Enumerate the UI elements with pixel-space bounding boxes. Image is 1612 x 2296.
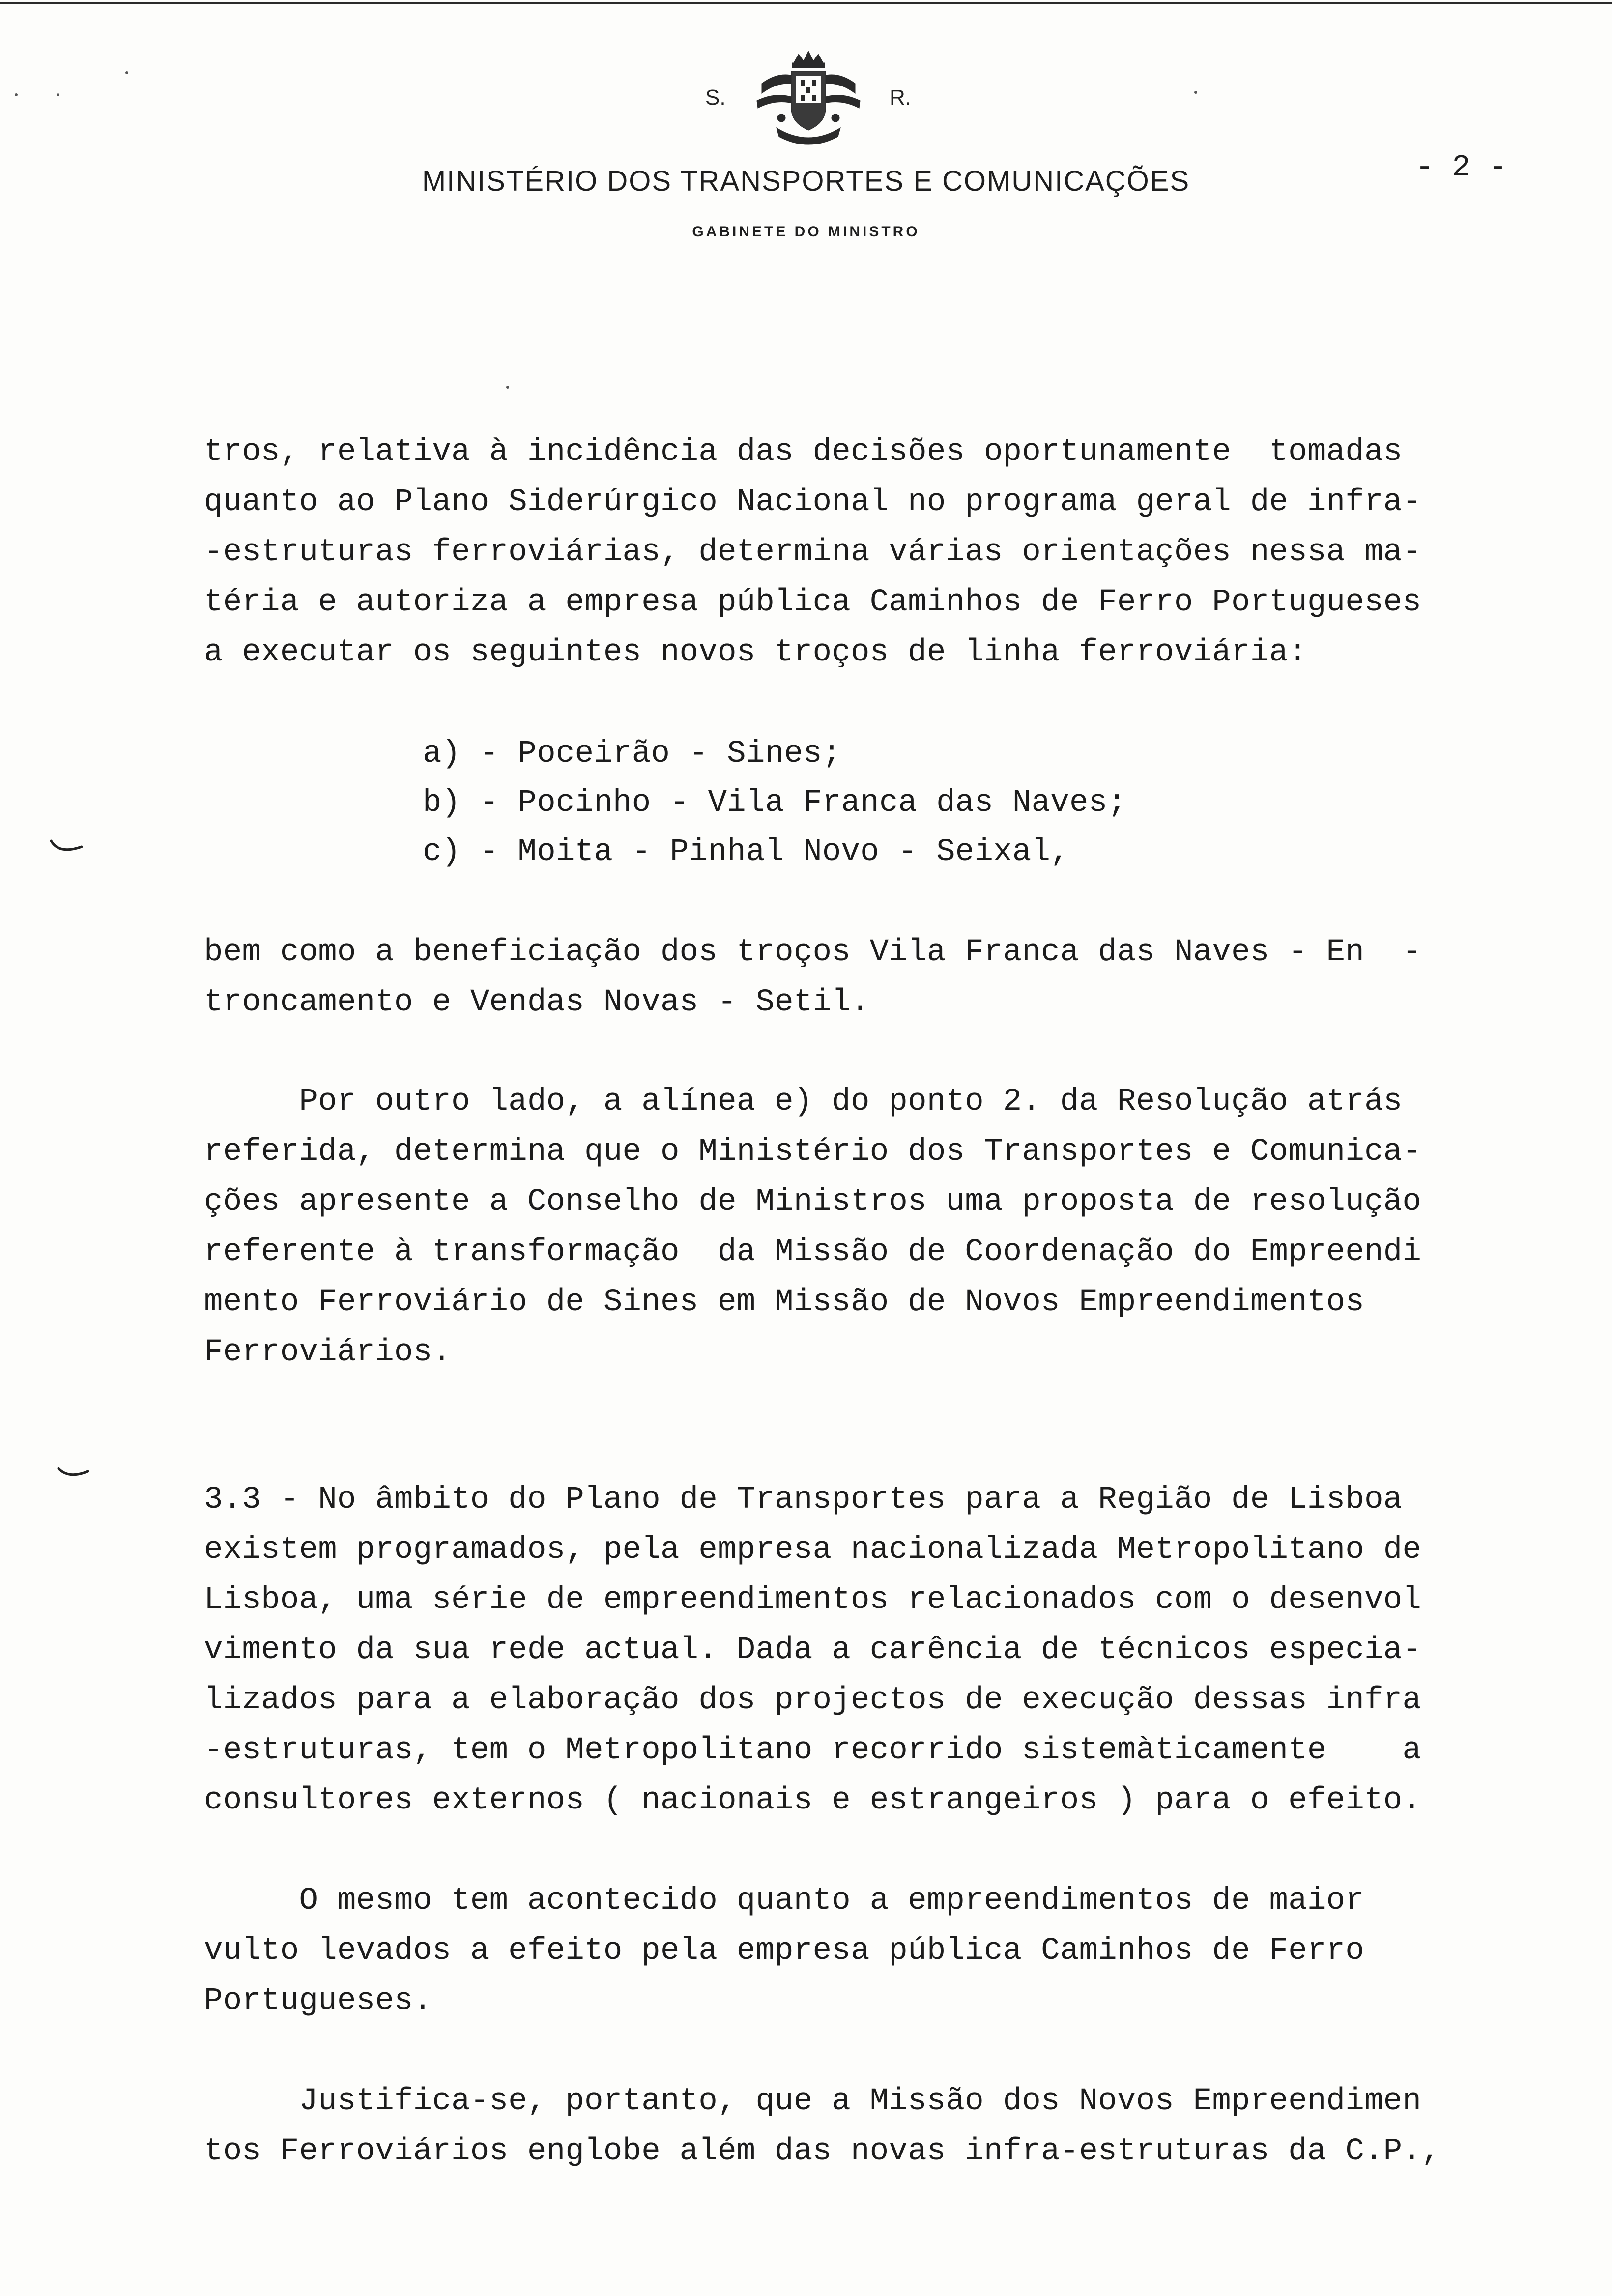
text-line: referente à transformação da Missão de Coordenação do Empreendi — [204, 1234, 1422, 1270]
scan-speck — [57, 93, 59, 96]
list-item: c) - Moita - Pinhal Novo - Seixal, — [423, 834, 1070, 870]
margin-check-mark-icon — [57, 1464, 91, 1484]
text-line: consultores externos ( nacionais e estrangeiros ) para o efeito. — [204, 1783, 1422, 1818]
text-line: 3.3 - No âmbito do Plano de Transportes para a Região de Lisboa — [204, 1482, 1403, 1518]
letterhead-crest-row — [0, 49, 1612, 157]
text-line: a executar os seguintes novos troços de linha ferroviária: — [204, 635, 1307, 670]
text-line: O mesmo tem acontecido quanto a empreendimentos de maior — [204, 1883, 1365, 1919]
page-number: - 2 - — [1415, 150, 1507, 185]
list-item: a) - Poceirão - Sines; — [423, 736, 841, 772]
text-line: vimento da sua rede actual. Dada a carência de técnicos especia- — [204, 1633, 1422, 1668]
text-line: lizados para a elaboração dos projectos de execução dessas infra — [204, 1683, 1422, 1718]
text-line: vulto levados a efeito pela empresa pública Caminhos de Ferro — [204, 1933, 1365, 1969]
text-line: -estruturas, tem o Metropolitano recorrido sistemàticamente a — [204, 1733, 1422, 1768]
text-line: téria e autoriza a empresa pública Caminhos de Ferro Portugueses — [204, 585, 1422, 620]
text-line: Ferroviários. — [204, 1335, 452, 1370]
text-line: quanto ao Plano Siderúrgico Nacional no programa geral de infra- — [204, 485, 1422, 520]
scan-speck — [506, 386, 509, 389]
text-line: Por outro lado, a alínea e) do ponto 2. da Resolução atrás — [204, 1084, 1403, 1119]
text-line: tos Ferroviários englobe além das novas infra-estruturas da C.P., — [204, 2134, 1440, 2169]
text-line: mento Ferroviário de Sines em Missão de Novos Empreendimentos — [204, 1285, 1365, 1320]
top-rule — [0, 2, 1612, 4]
office-subtitle: GABINETE DO MINISTRO — [692, 224, 920, 240]
text-line: Portugueses. — [204, 1983, 432, 2019]
scan-speck — [125, 71, 128, 74]
scan-speck — [1194, 91, 1197, 94]
scan-speck — [15, 93, 18, 96]
text-line: Justifica-se, portanto, que a Missão dos Novos Empreendimen — [204, 2084, 1422, 2119]
ministry-title: MINISTÉRIO DOS TRANSPORTES E COMUNICAÇÕES — [422, 165, 1190, 197]
text-line: existem programados, pela empresa nacionalizada Metropolitano de — [204, 1532, 1422, 1568]
text-line: Lisboa, uma série de empreendimentos relacionados com o desenvol — [204, 1582, 1422, 1618]
margin-check-mark-icon — [49, 838, 84, 858]
text-line: -estruturas ferroviárias, determina várias orientações nessa ma- — [204, 535, 1422, 570]
coat-of-arms-icon — [747, 49, 870, 152]
list-item: b) - Pocinho - Vila Franca das Naves; — [423, 785, 1127, 821]
text-line: tros, relativa à incidência das decisões oportunamente tomadas — [204, 434, 1403, 470]
text-line: troncamento e Vendas Novas - Setil. — [204, 985, 870, 1020]
text-line: ções apresente a Conselho de Ministros uma proposta de resolução — [204, 1184, 1422, 1220]
crest-letter-right: R. — [890, 86, 911, 110]
crest-letter-left: S. — [705, 86, 726, 110]
text-line: bem como a beneficiação dos troços Vila Franca das Naves - En - — [204, 935, 1422, 970]
text-line: referida, determina que o Ministério dos Transportes e Comunica- — [204, 1134, 1422, 1170]
